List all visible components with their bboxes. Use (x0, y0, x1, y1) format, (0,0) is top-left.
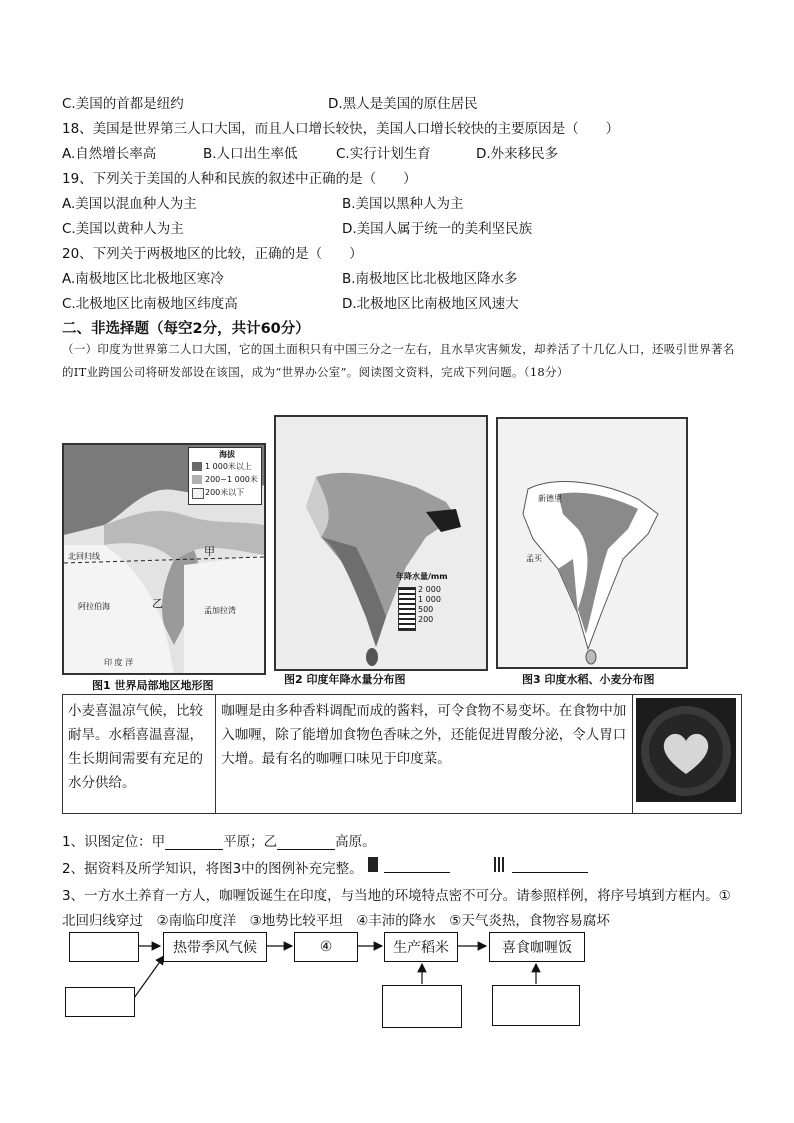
q17-option-c: C.美国的首都是纽约 (62, 96, 184, 112)
q20-option-c: C.北极地区比南极地区纬度高 (62, 296, 238, 312)
info-crops: 小麦喜温凉气候，比较耐旱。水稻喜温喜湿，生长期间需要有充足的水分供给。 (63, 695, 216, 814)
q3-line-1: 3、一方水土养育一方人，咖喱饭诞生在印度，与当地的环境特点密不可分。请参照样例，将序号填到方框内。① (62, 888, 731, 904)
map1-legend-2: 200~1 000米 (205, 475, 258, 484)
section2-intro: （一）印度为世界第二人口大国，它的国土面积只有中国三分之一左右，且水旱灾害频发，却养活了十几亿人口，还吸引世界著名的IT业跨国公司将研发部设在该国，成为“世界办公室”。阅读图文资料，完成下列问题。（18分） (62, 342, 735, 379)
flow-box-rain: ④ (294, 932, 358, 962)
q19-stem: 19、下列关于美国的人种和民族的叙述中正确的是（ ） (62, 171, 417, 187)
q19-option-b: B.美国以黑种人为主 (342, 196, 464, 212)
map1-caption: 图1 世界局部地区地形图 (92, 679, 214, 692)
q19-option-a: A.美国以混血种人为主 (62, 196, 197, 212)
q18-stem: 18、美国是世界第三人口大国，而且人口增长较快，美国人口增长较快的主要原因是（ ） (62, 121, 620, 137)
map2-legend-1: 2 000 (418, 585, 441, 594)
map1-label-yi: 乙 (152, 597, 163, 610)
flow-box-climate: 热带季风气候 (163, 932, 267, 962)
section2-title: 二、非选择题（每空2分，共计60分） (62, 321, 310, 337)
q20-stem: 20、下列关于两极地区的比较，正确的是（ ） (62, 246, 363, 262)
map2-legend-4: 200 (418, 615, 434, 624)
map1-label-jia: 甲 (204, 545, 215, 558)
q18-option-a: A.自然增长率高 (62, 146, 157, 162)
map1-legend-title: 海拔 (219, 450, 235, 459)
flow-answer-box-2[interactable] (65, 987, 135, 1017)
q20-option-a: A.南极地区比北极地区寒冷 (62, 271, 224, 287)
map2-legend-3: 500 (418, 605, 434, 614)
q20-option-b: B.南极地区比北极地区降水多 (342, 271, 518, 287)
flow-box-curry: 喜食咖喱饭 (489, 932, 585, 962)
q1-suffix: 高原。 (335, 834, 376, 850)
q18-option-c: C.实行计划生育 (336, 146, 431, 162)
map2-legend-title: 年降水量/mm (396, 572, 448, 581)
map3-caption: 图3 印度水稻、小麦分布图 (522, 673, 655, 686)
q1-prefix: 1、识图定位：甲 (62, 834, 166, 850)
map1-label-indian: 印 度 洋 (104, 658, 134, 667)
q3-line-2: 北回归线穿过 ②南临印度洋 ③地势比较平坦 ④丰沛的降水 ⑤天气炎热，食物容易腐坏 (62, 913, 610, 929)
map1-label-bengal: 孟加拉湾 (204, 606, 236, 615)
q1-mid: 平原；乙 (223, 834, 278, 850)
q19-option-d: D.美国人属于统一的美利坚民族 (342, 221, 533, 237)
map1-legend-3: 200米以下 (205, 488, 245, 497)
info-curry: 咖喱是由多种香料调配而成的酱料，可令食物不易变坏。在食物中加入咖喱，除了能增加食物色香味之外，还能促进胃酸分泌，令人胃口大增。最有名的咖喱口味见于印度菜。 (216, 695, 633, 814)
q20-option-d: D.北极地区比南极地区风速大 (342, 296, 519, 312)
map1-label-tropic: 北回归线 (68, 552, 100, 561)
flow-answer-box-1[interactable] (69, 932, 139, 962)
map2-legend-2: 1 000 (418, 595, 441, 604)
q17-option-d: D.黑人是美国的原住居民 (328, 96, 478, 112)
q19-option-c: C.美国以黄种人为主 (62, 221, 184, 237)
map1-legend-1: 1 000米以上 (205, 462, 252, 471)
q18-option-b: B.人口出生率低 (203, 146, 298, 162)
map2-caption: 图2 印度年降水量分布图 (284, 673, 406, 686)
map1-label-arabian: 阿拉伯海 (78, 602, 110, 611)
map3-label-delhi: 新德里 (538, 494, 562, 503)
flow-box-rice: 生产稻米 (384, 932, 458, 962)
flow-answer-box-3[interactable] (382, 985, 462, 1028)
map3-label-mumbai: 孟买 (526, 554, 542, 563)
flow-answer-box-4[interactable] (492, 985, 580, 1026)
q18-option-d: D.外来移民多 (476, 146, 559, 162)
q2-text: 2、据资料及所学知识，将图3中的图例补充完整。 (62, 861, 363, 877)
